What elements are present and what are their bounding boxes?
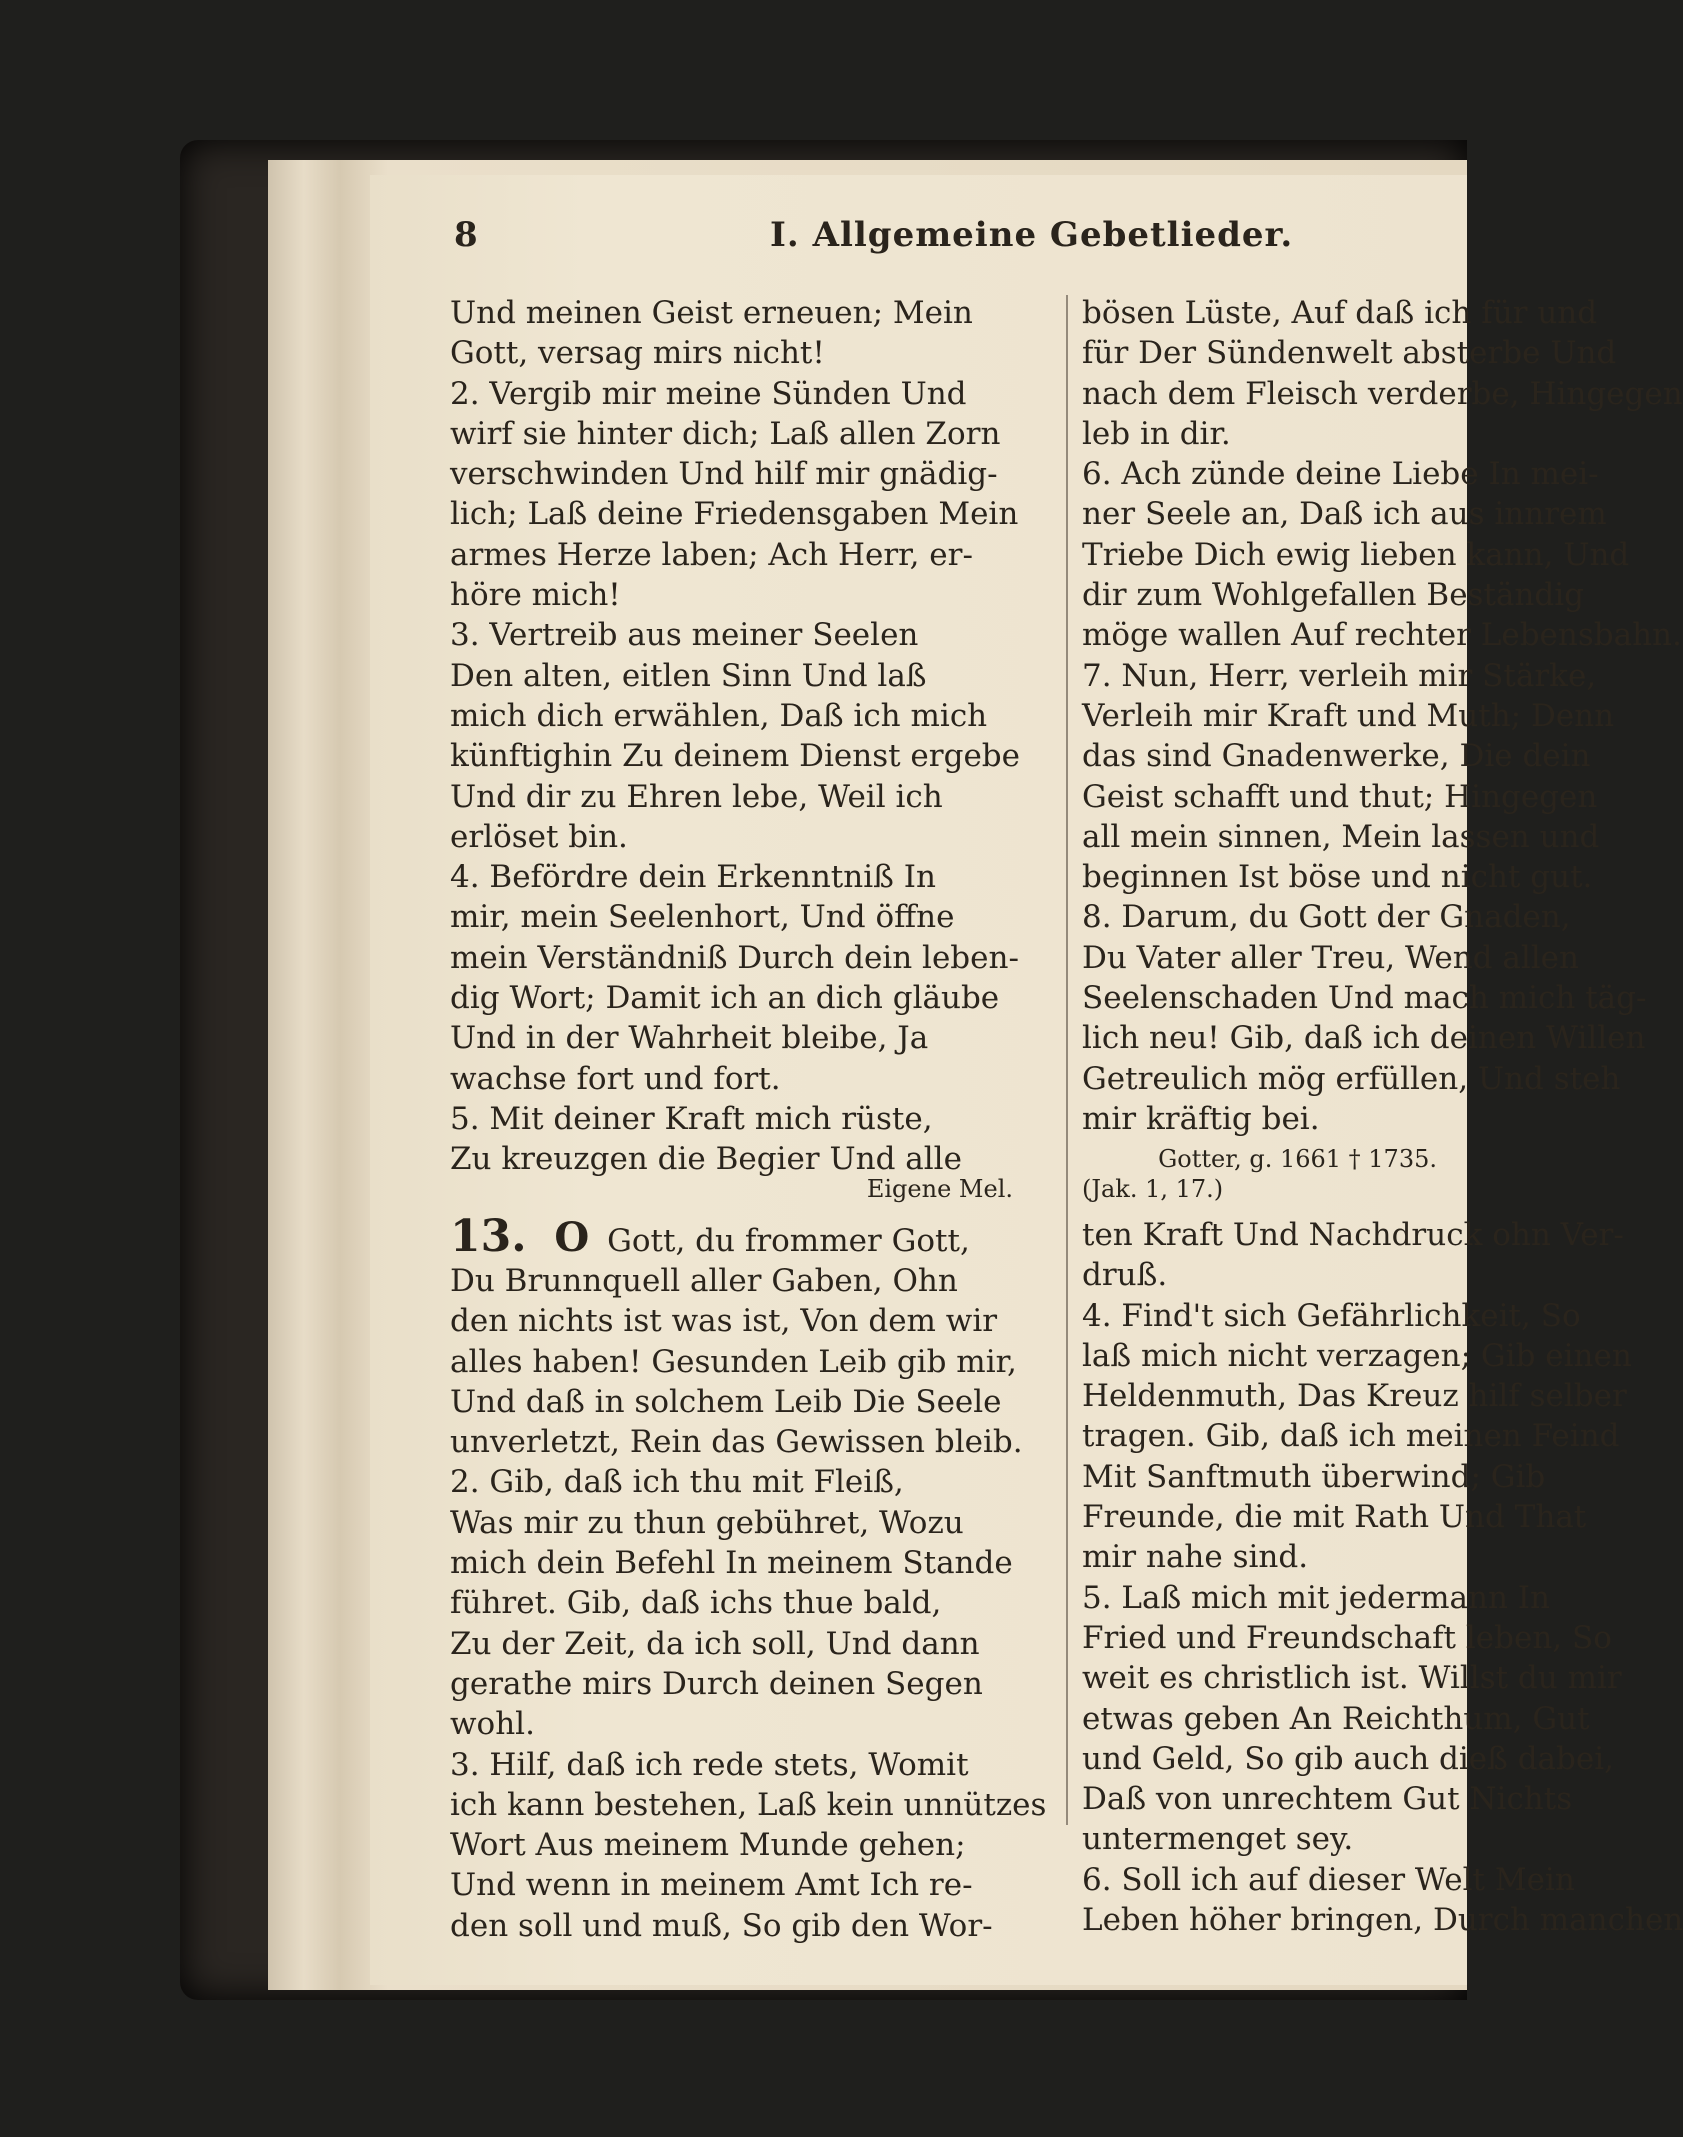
text-line: Geist schafft und thut; Hingegen: [1082, 778, 1598, 815]
scripture-reference: (Jak. 1, 17.): [1082, 1175, 1224, 1203]
text-line: mir, mein Seelenhort, Und öffne: [450, 899, 955, 936]
text-line: mich dein Befehl In meinem Stande: [450, 1545, 1013, 1582]
text-line: 5. Mit deiner Kraft mich rüste,: [450, 1100, 933, 1137]
text-line: den soll und muß, So gib den Wor-: [450, 1907, 993, 1944]
text-line: 6. Ach zünde deine Liebe In mei-: [1082, 456, 1599, 493]
hymn-first-line-text: Gott, du frommer Gott,: [607, 1223, 970, 1259]
text-line: bösen Lüste, Auf daß ich für und: [1082, 295, 1598, 331]
melody-note: Eigene Mel.: [866, 1175, 1013, 1203]
text-line: wirf sie hinter dich; Laß allen Zorn: [450, 415, 1001, 452]
text-line: lich neu! Gib, daß ich deinen Willen: [1082, 1020, 1646, 1057]
running-title: I. Allgemeine Gebetlieder.: [770, 215, 1294, 255]
page-number: 8: [454, 215, 479, 255]
text-line: höre mich!: [450, 577, 621, 614]
text-line: dir zum Wohlgefallen Beständig: [1082, 577, 1584, 614]
text-line: mich dich erwählen, Daß ich mich: [450, 697, 988, 734]
text-line: wachse fort und fort.: [450, 1060, 781, 1097]
text-line: für Der Sündenwelt absterbe Und: [1082, 335, 1617, 372]
text-line: 2. Vergib mir meine Sünden Und: [450, 375, 967, 412]
text-line: Getreulich mög erfüllen, Und steh: [1082, 1060, 1621, 1097]
text-line: weit es christlich ist. Willst du mir: [1082, 1660, 1622, 1697]
text-line: Du Brunnquell aller Gaben, Ohn: [450, 1263, 958, 1299]
text-line: etwas geben An Reichthum, Gut: [1082, 1700, 1590, 1737]
text-line: Zu der Zeit, da ich soll, Und dann: [450, 1625, 980, 1662]
hymn-heading-row: [450, 1175, 1437, 1213]
text-line: Und dir zu Ehren lebe, Weil ich: [450, 778, 943, 815]
text-line: ner Seele an, Daß ich aus innrem: [1082, 496, 1607, 533]
text-line: 7. Nun, Herr, verleih mir Stärke,: [1082, 657, 1597, 694]
hymn-number: 13.: [450, 1211, 527, 1262]
text-line: armes Herze laben; Ach Herr, er-: [450, 536, 973, 573]
text-line: Wort Aus meinem Munde gehen;: [450, 1827, 966, 1864]
text-line: Triebe Dich ewig lieben kann, Und: [1082, 536, 1630, 573]
text-line: mir nahe sind.: [1082, 1539, 1309, 1576]
text-line: Leben höher bringen, Durch manchen: [1082, 1902, 1683, 1939]
text-line: Den alten, eitlen Sinn Und laß: [450, 657, 927, 694]
text-line: ich kann bestehen, Laß kein unnützes: [450, 1786, 1047, 1823]
text-line: Und wenn in meinem Amt Ich re-: [450, 1867, 973, 1904]
text-line: beginnen Ist böse und nicht gut.: [1082, 859, 1593, 896]
text-line: ten Kraft Und Nachdruck ohn Ver-: [1082, 1217, 1624, 1253]
hymn-initial: O: [554, 1214, 590, 1261]
text-line: Verleih mir Kraft und Muth; Denn: [1082, 697, 1615, 734]
text-line: 5. Laß mich mit jedermann In: [1082, 1579, 1551, 1616]
text-line: alles haben! Gesunden Leib gib mir,: [450, 1343, 1017, 1380]
text-line: druß.: [1082, 1257, 1168, 1294]
text-line: Fried und Freundschaft leben, So: [1082, 1619, 1612, 1656]
text-line: 8. Darum, du Gott der Gnaden,: [1082, 899, 1571, 936]
text-line: laß mich nicht verzagen; Gib einen: [1082, 1337, 1632, 1374]
text-line: möge wallen Auf rechter Lebensbahn.: [1082, 617, 1682, 654]
page-header: [370, 215, 1467, 275]
text-line: leb in dir.: [1082, 415, 1231, 452]
text-line: Mit Sanftmuth überwind; Gib: [1082, 1458, 1546, 1495]
text-line: Und daß in solchem Leib Die Seele: [450, 1383, 1002, 1420]
text-line: Freunde, die mit Rath Und That: [1082, 1499, 1587, 1536]
text-line: und Geld, So gib auch dieß dabei,: [1082, 1740, 1614, 1777]
text-line: unverletzt, Rein das Gewissen bleib.: [450, 1424, 1023, 1461]
text-line: 4. Befördre dein Erkenntniß In: [450, 859, 936, 896]
right-column-bottom: [1082, 1215, 1683, 1940]
text-line: Und meinen Geist erneuen; Mein: [450, 295, 973, 331]
text-line: Heldenmuth, Das Kreuz hilf selber: [1082, 1378, 1627, 1415]
text-line: 2. Gib, daß ich thu mit Fleiß,: [450, 1464, 904, 1501]
text-line: Daß von unrechtem Gut Nichts: [1082, 1781, 1573, 1818]
text-line: Und in der Wahrheit bleibe, Ja: [450, 1020, 929, 1057]
text-line: mein Verständniß Durch dein leben-: [450, 939, 1019, 976]
text-line: gerathe mirs Durch deinen Segen: [450, 1665, 983, 1702]
text-line: nach dem Fleisch verderbe, Hingegen: [1082, 375, 1683, 412]
text-line: verschwinden Und hilf mir gnädig-: [450, 456, 998, 493]
text-line: Gott, versag mirs nicht!: [450, 335, 825, 372]
text-line: künftighin Zu deinem Dienst ergebe: [450, 738, 1020, 775]
book-page: [370, 175, 1683, 1985]
left-column-top: [450, 293, 1050, 1180]
hymn-first-line: [450, 1213, 1050, 1261]
text-line: Zu kreuzgen die Begier Und alle: [450, 1141, 962, 1178]
author-attribution: Gotter, g. 1661 † 1735.: [1158, 1145, 1437, 1173]
text-line: führet. Gib, daß ichs thue bald,: [450, 1585, 942, 1622]
text-line: den nichts ist was ist, Von dem wir: [450, 1303, 998, 1340]
text-line: mir kräftig bei.: [1082, 1100, 1320, 1137]
text-line: 4. Find't sich Gefährlichkeit, So: [1082, 1297, 1581, 1334]
text-line: 6. Soll ich auf dieser Welt Mein: [1082, 1861, 1575, 1898]
text-line: lich; Laß deine Friedensgaben Mein: [450, 496, 1019, 533]
text-line: 3. Vertreib aus meiner Seelen: [450, 617, 919, 654]
text-line: all mein sinnen, Mein lassen und: [1082, 818, 1600, 855]
text-line: tragen. Gib, daß ich meinen Feind: [1082, 1418, 1620, 1455]
text-line: Was mir zu thun gebühret, Wozu: [450, 1504, 964, 1541]
text-line: das sind Gnadenwerke, Die dein: [1082, 738, 1591, 775]
text-line: untermenget sey.: [1082, 1821, 1354, 1858]
text-line: 3. Hilf, daß ich rede stets, Womit: [450, 1746, 969, 1783]
text-line: Seelenschaden Und mach mich täg-: [1082, 980, 1647, 1017]
text-line: wohl.: [450, 1706, 535, 1743]
text-line: dig Wort; Damit ich an dich gläube: [450, 980, 1000, 1017]
right-column-top: [1082, 293, 1683, 1139]
text-line: erlöset bin.: [450, 818, 628, 855]
column-divider: [1066, 295, 1068, 1825]
left-column-bottom: [450, 1213, 1050, 1946]
text-line: Du Vater aller Treu, Wend allen: [1082, 939, 1579, 976]
